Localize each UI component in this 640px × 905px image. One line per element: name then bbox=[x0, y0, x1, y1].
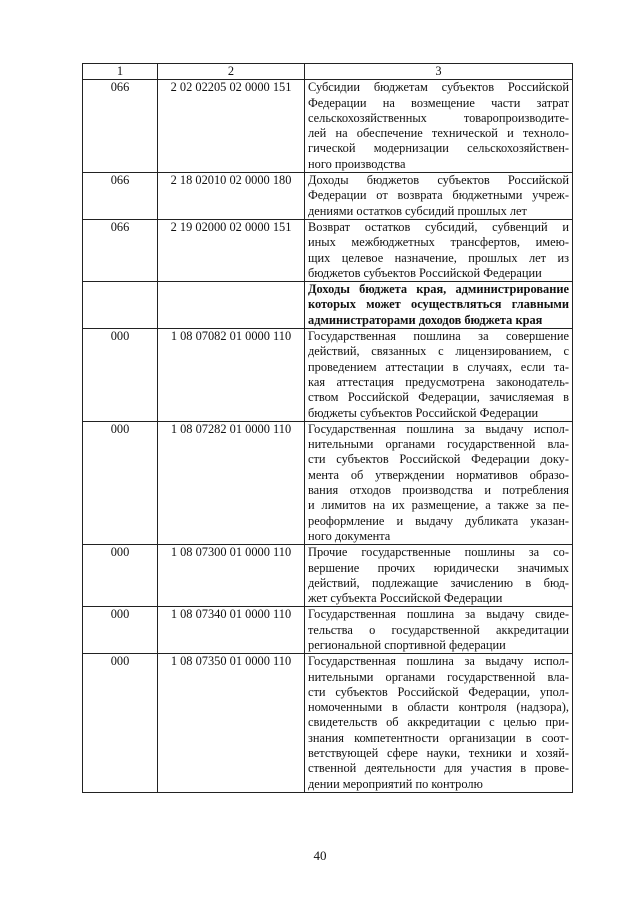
description-cell bbox=[305, 654, 573, 793]
description-line: кая аттестация предусмотрена законодатель- bbox=[308, 374, 569, 389]
revenue-code-cell: 2 18 02010 02 0000 180 bbox=[158, 173, 305, 220]
description-cell bbox=[305, 329, 573, 422]
admin-code-cell: 000 bbox=[83, 421, 158, 544]
description-line: ного производства bbox=[308, 156, 406, 171]
description-line: региональной спортивной федерации bbox=[308, 637, 506, 652]
section-heading-cell bbox=[305, 282, 573, 329]
table-row bbox=[83, 421, 573, 544]
description-line: Федерации на возмещение части затрат bbox=[308, 95, 569, 110]
description-line: действий, подлежащие зачислению в бюд- bbox=[308, 575, 569, 590]
table-row bbox=[83, 173, 573, 220]
revenue-code-cell: 2 02 02205 02 0000 151 bbox=[158, 80, 305, 173]
header-col-2: 2 bbox=[158, 64, 305, 80]
description-line: вания отходов производства и потребления bbox=[308, 483, 569, 498]
admin-code-cell: 066 bbox=[83, 219, 158, 281]
description-line: вершение прочих юридически значимых bbox=[308, 560, 569, 575]
description-line: сти субъектов Российской Федерации доку- bbox=[308, 452, 569, 467]
description-line: Доходы бюджета края, администрирование bbox=[308, 282, 569, 297]
description-line: Государственная пошлина за выдачу испол- bbox=[308, 654, 569, 669]
description-cell bbox=[305, 173, 573, 220]
description-line: знания компетентности организации в соот- bbox=[308, 730, 569, 745]
description-line: администраторами доходов бюджета края bbox=[308, 312, 543, 327]
description-line: Государственная пошлина за совершение bbox=[308, 329, 569, 344]
description-line: которых может осуществляться главными bbox=[308, 297, 569, 312]
description-cell bbox=[305, 219, 573, 281]
description-cell bbox=[305, 80, 573, 173]
revenue-code-cell: 2 19 02000 02 0000 151 bbox=[158, 219, 305, 281]
page-number: 40 bbox=[313, 848, 327, 863]
description-line: Прочие государственные пошлины за со- bbox=[308, 545, 569, 560]
description-line: гической модернизации сельскохозяйствен- bbox=[308, 141, 569, 156]
table-row bbox=[83, 654, 573, 793]
description-line: свидетельств об аккредитации с целью при- bbox=[308, 715, 569, 730]
description-line: бюджеты субъектов Российской Федерации bbox=[308, 405, 539, 420]
description-line: действий, связанных с лицензированием, с bbox=[308, 344, 569, 359]
description-line: и лимитов на их размещение, а также за пе- bbox=[308, 498, 569, 513]
description-line: жет субъекта Российской Федерации bbox=[308, 591, 503, 606]
table-row bbox=[83, 545, 573, 607]
description-cell bbox=[305, 545, 573, 607]
description-line: реоформление и выдачу дубликата указан- bbox=[308, 513, 569, 528]
admin-code-cell: 000 bbox=[83, 545, 158, 607]
description-line: дении мероприятий по контролю bbox=[308, 776, 483, 791]
revenue-code-cell bbox=[158, 282, 305, 329]
description-line: ством Российской Федерации, зачисляемая в bbox=[308, 390, 569, 405]
description-line: нительными органами государственной вла- bbox=[308, 437, 569, 452]
table-row bbox=[83, 329, 573, 422]
admin-code-cell bbox=[83, 282, 158, 329]
revenue-code-cell: 1 08 07350 01 0000 110 bbox=[158, 654, 305, 793]
revenue-code-cell: 1 08 07282 01 0000 110 bbox=[158, 421, 305, 544]
description-line: Возврат остатков субсидий, субвенций и bbox=[308, 219, 569, 234]
admin-code-cell: 066 bbox=[83, 80, 158, 173]
header-col-3: 3 bbox=[305, 64, 573, 80]
description-line: ветствующей сфере науки, техники и хозяй- bbox=[308, 746, 569, 761]
description-line: щих целевое назначение, прошлых лет из bbox=[308, 250, 569, 265]
description-cell bbox=[305, 421, 573, 544]
table-row bbox=[83, 607, 573, 654]
table-row bbox=[83, 282, 573, 329]
table-row bbox=[83, 219, 573, 281]
description-line: нительными органами государственной вла- bbox=[308, 669, 569, 684]
description-cell bbox=[305, 607, 573, 654]
admin-code-cell: 066 bbox=[83, 173, 158, 220]
table-header-row bbox=[83, 64, 573, 80]
description-line: тельства о государственной аккредитации bbox=[308, 622, 569, 637]
admin-code-cell: 000 bbox=[83, 654, 158, 793]
budget-revenue-table bbox=[82, 63, 573, 793]
description-line: сельскохозяйственных товаропроизводите- bbox=[308, 110, 569, 125]
description-line: Доходы бюджетов субъектов Российской bbox=[308, 173, 569, 188]
header-col-1: 1 bbox=[83, 64, 158, 80]
description-line: ственной деятельности для участия в прове- bbox=[308, 761, 569, 776]
description-line: Федерации от возврата бюджетными учреж- bbox=[308, 188, 569, 203]
description-line: Субсидии бюджетам субъектов Российской bbox=[308, 80, 569, 95]
description-line: номоченными в области контроля (надзора), bbox=[308, 700, 569, 715]
table-row bbox=[83, 80, 573, 173]
description-line: лей на обеспечение технической и техноло- bbox=[308, 126, 569, 141]
description-line: Государственная пошлина за выдачу испол- bbox=[308, 421, 569, 436]
description-line: Государственная пошлина за выдачу свиде- bbox=[308, 607, 569, 622]
description-line: сти субъектов Российской Федерации, упол- bbox=[308, 684, 569, 699]
description-line: проведением аттестации в случаях, если та- bbox=[308, 359, 569, 374]
revenue-code-cell: 1 08 07340 01 0000 110 bbox=[158, 607, 305, 654]
description-line: бюджетов субъектов Российской Федерации bbox=[308, 265, 542, 280]
revenue-code-cell: 1 08 07082 01 0000 110 bbox=[158, 329, 305, 422]
description-line: ного документа bbox=[308, 528, 391, 543]
admin-code-cell: 000 bbox=[83, 329, 158, 422]
description-line: дениями остатков субсидий прошлых лет bbox=[308, 203, 527, 218]
description-line: мента об утверждении нормативов образо- bbox=[308, 467, 569, 482]
table-body bbox=[83, 80, 573, 793]
admin-code-cell: 000 bbox=[83, 607, 158, 654]
revenue-code-cell: 1 08 07300 01 0000 110 bbox=[158, 545, 305, 607]
description-line: иных межбюджетных трансфертов, имею- bbox=[308, 235, 569, 250]
